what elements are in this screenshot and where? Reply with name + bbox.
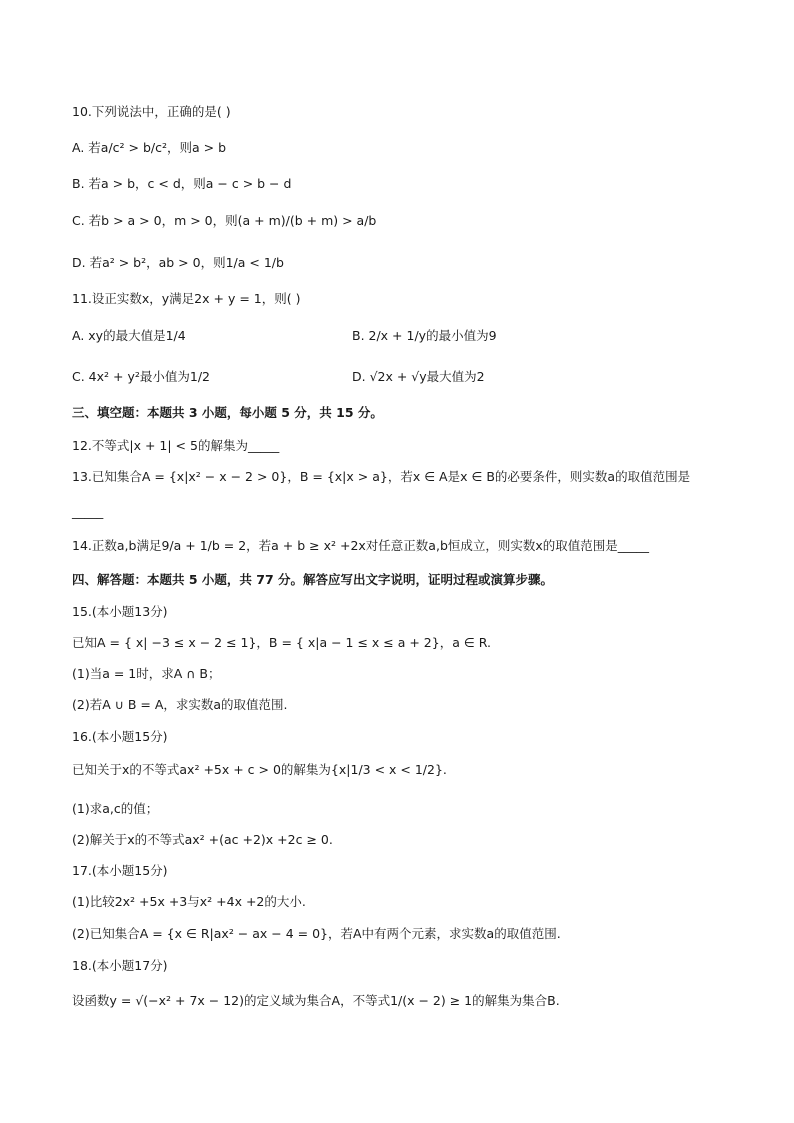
q14: 14.正数a,b满足9/a + 1/b = 2，若a + b ≥ x² +2x对任意正数a,b恒成立，则实数x的取值范围是_____ <box>72 538 650 553</box>
q15-title: 15.(本小题13分) <box>72 604 168 619</box>
q11-stem: 11.设正实数x，y满足2x + y = 1，则( ) <box>72 291 301 306</box>
q10-option-b: B. 若a > b，c < d，则a − c > b − d <box>72 176 292 191</box>
q15-part2: (2)若A ∪ B = A，求实数a的取值范围. <box>72 697 288 712</box>
q17-title: 17.(本小题15分) <box>72 863 168 878</box>
q16-title: 16.(本小题15分) <box>72 729 168 744</box>
q17-part1: (1)比较2x² +5x +3与x² +4x +2的大小. <box>72 894 306 909</box>
q15-part1: (1)当a = 1时，求A ∩ B； <box>72 666 221 681</box>
q15-given: 已知A = { x| −3 ≤ x − 2 ≤ 1}，B = { x|a − 1 ≤ x ≤ a + 2}，a ∈ R. <box>72 635 491 650</box>
q13-line2: _____ <box>72 504 104 519</box>
q18-given: 设函数y = √(−x² + 7x − 12)的定义域为集合A，不等式1/(x − 2) ≥ 1的解集为集合B. <box>72 993 560 1008</box>
q12: 12.不等式|x + 1| < 5的解集为_____ <box>72 438 280 453</box>
q11-option-d: D. √2x + √y最大值为2 <box>352 369 485 384</box>
q11-option-c: C. 4x² + y²最小值为1/2 <box>72 369 210 384</box>
q10-option-c: C. 若b > a > 0，m > 0，则(a + m)/(b + m) > a/b <box>72 213 377 228</box>
q10-option-d: D. 若a² > b²，ab > 0，则1/a < 1/b <box>72 255 284 270</box>
q11-option-b: B. 2/x + 1/y的最小值为9 <box>352 328 497 343</box>
section4-heading: 四、解答题：本题共 5 小题，共 77 分。解答应写出文字说明，证明过程或演算步骤。 <box>72 572 554 587</box>
section3-heading: 三、填空题：本题共 3 小题，每小题 5 分，共 15 分。 <box>72 405 383 420</box>
q16-part2: (2)解关于x的不等式ax² +(ac +2)x +2c ≥ 0. <box>72 832 333 847</box>
q13-line1: 13.已知集合A = {x|x² − x − 2 > 0}，B = {x|x > a}，若x ∈ A是x ∈ B的必要条件，则实数a的取值范围是 <box>72 469 691 484</box>
q10-option-a: A. 若a/c² > b/c²，则a > b <box>72 140 226 155</box>
q17-part2: (2)已知集合A = {x ∈ R|ax² − ax − 4 = 0}，若A中有两个元素，求实数a的取值范围. <box>72 926 561 941</box>
q16-part1: (1)求a,c的值； <box>72 801 159 816</box>
q10-stem: 10.下列说法中，正确的是( ) <box>72 104 231 119</box>
q16-given: 已知关于x的不等式ax² +5x + c > 0的解集为{x|1/3 < x < 1/2}. <box>72 762 447 777</box>
q11-option-a: A. xy的最大值是1/4 <box>72 328 186 343</box>
q18-title: 18.(本小题17分) <box>72 958 168 973</box>
